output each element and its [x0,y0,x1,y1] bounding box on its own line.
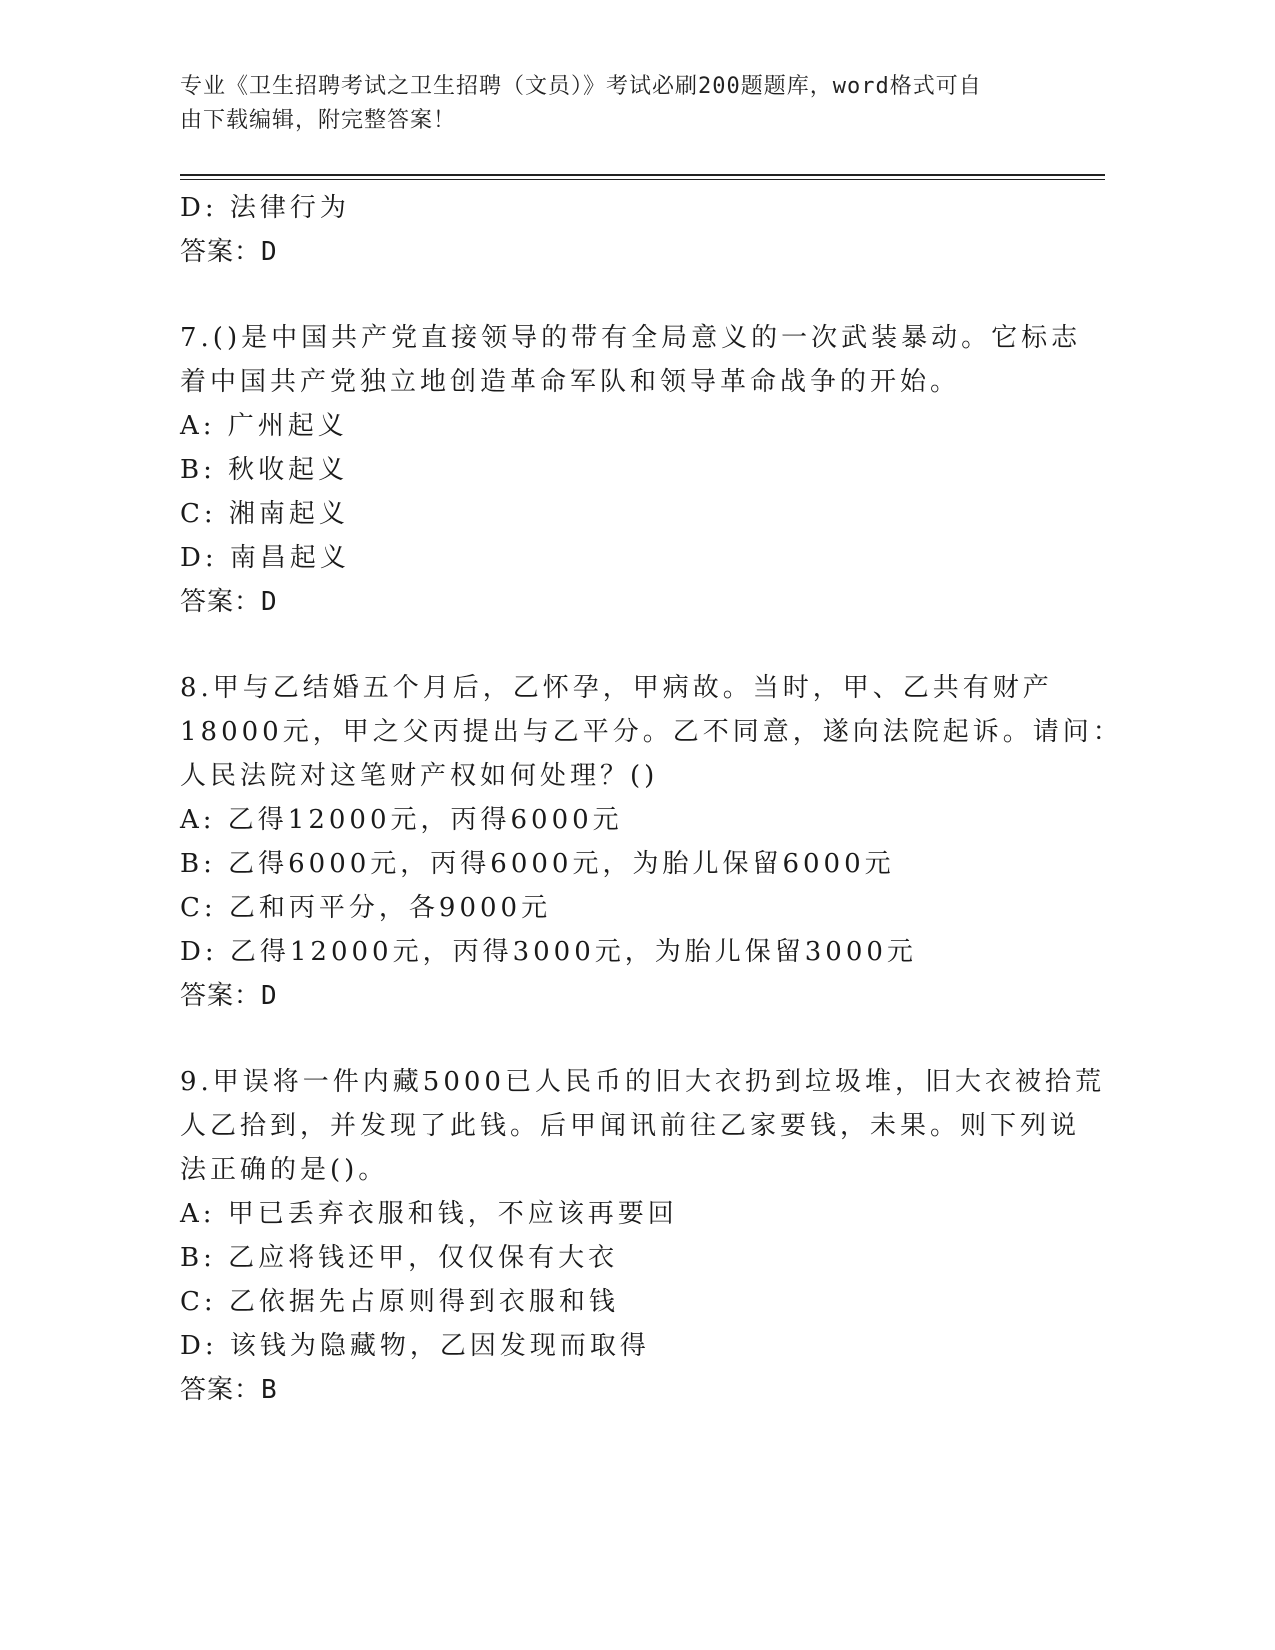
option-a: A: 广州起义 [180,411,348,441]
question-stem: 9.甲误将一件内藏5000已人民币的旧大衣扔到垃圾堆，旧大衣被拾荒 [180,1067,1105,1097]
header-divider [180,174,1105,180]
answer-line: 答案：D [180,981,278,1011]
question-stem: 法正确的是()。 [180,1155,389,1185]
divider-line-bottom [180,179,1105,180]
option-d: D: 乙得12000元，丙得3000元，为胎儿保留3000元 [180,937,917,967]
question-8 [180,666,1123,1018]
question-stem: 8.甲与乙结婚五个月后，乙怀孕，甲病故。当时，甲、乙共有财产 [180,673,1053,703]
option-b: B: 乙应将钱还甲，仅仅保有大衣 [180,1243,619,1273]
header-line-1: 专业《卫生招聘考试之卫生招聘（文员）》考试必刷200题题库，word格式可自 [180,74,982,99]
option-d: D: 南昌起义 [180,543,350,573]
question-stem: 着中国共产党独立地创造革命军队和领导革命战争的开始。 [180,367,961,397]
question-stem: 18000元，甲之父丙提出与乙平分。乙不同意，遂向法院起诉。请问： [180,717,1123,747]
option-a: A: 乙得12000元，丙得6000元 [180,805,623,835]
document-header [180,70,1040,138]
option-d: D: 该钱为隐藏物，乙因发现而取得 [180,1331,650,1361]
option-c: C: 乙依据先占原则得到衣服和钱 [180,1287,619,1317]
option-c: C: 湘南起义 [180,499,349,529]
answer-line: 答案：B [180,1375,278,1405]
question-stem: 7.()是中国共产党直接领导的带有全局意义的一次武装暴动。它标志 [180,323,1082,353]
option-a: A: 甲已丢弃衣服和钱，不应该再要回 [180,1199,678,1229]
option-c: C: 乙和丙平分，各9000元 [180,893,552,923]
option-b: B: 秋收起义 [180,455,349,485]
answer-line: 答案：D [180,237,278,267]
header-line-2: 由下载编辑，附完整答案！ [180,108,457,133]
previous-question-tail [180,186,1100,274]
question-stem: 人民法院对这笔财产权如何处理？() [180,761,659,791]
document-page [180,70,1123,1412]
answer-line: 答案：D [180,587,278,617]
question-9 [180,1060,1105,1412]
divider-line-top [180,174,1105,176]
question-stem: 人乙拾到，并发现了此钱。后甲闻讯前往乙家要钱，未果。则下列说 [180,1111,1081,1141]
option-d: D: 法律行为 [180,193,350,223]
question-7 [180,316,1100,624]
option-b: B: 乙得6000元，丙得6000元，为胎儿保留6000元 [180,849,895,879]
question-list [180,186,1123,1412]
